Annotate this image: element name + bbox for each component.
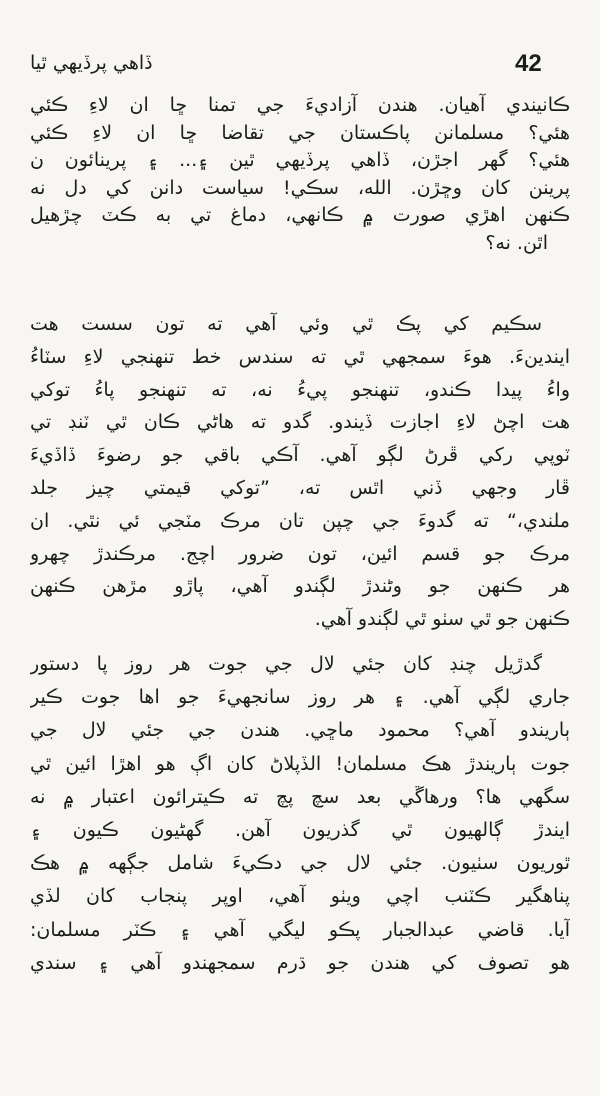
text-line: ڦار وجهي ڏني اٿس ته، ”توکي قيمتي چيز جلد <box>30 476 570 499</box>
text-line: اٿن. نه؟ <box>485 231 548 254</box>
paragraph-1 <box>30 92 570 257</box>
text-line: ٻاريندو آهي؟ محمود ماڇي. هندن جي جئي لال جي <box>30 719 570 742</box>
text-line: هر ڪنهن جو وڻندڙ لڳندو آهي، پاڙو مڙهن ڪنهن <box>30 575 570 598</box>
text-line: هت اچڻ لاءِ اجازت ڏيندو. گدو ته هاڻي ڪان ٿي ٽنڊ تي <box>30 411 570 434</box>
text-line: هئي؟ مسلمانن پاڪستان جي تقاضا ڇا ان لاءِ ڪئي <box>30 121 570 144</box>
text-line: مرڪ جو قسم ائين، تون ضرور اچج. مرڪندڙ چهرو <box>30 542 570 565</box>
text-line: هو تصوف کي هندن جو ڌرم سمجهندو آهي ۽ سندي <box>30 951 570 974</box>
text-line: ٽوپي رکي ڦرڻ لڳو آهي. آڪي باقي جو رضوءَ ڏاڏيءَ <box>30 444 570 467</box>
text-line: ڪنهن اهڙي صورت ۾ ڪانهي، دماغ تي به ڪٽ چڙهيل <box>30 204 570 226</box>
text-line: هئي؟ گهر اجڙن، ڏاهي پرڏيهي ٿين ۽... ۽ پرينائون ن <box>30 149 570 171</box>
text-line: پناهگير ڪٽنب اچي ويٺو آهي، اوپر پنجاب کان لڏي <box>30 885 570 908</box>
text-line: پرينن کان وڇڙن. الله، سڪي! سياست دانن کي دل نه <box>30 176 570 199</box>
text-line: واءُ پيدا ڪندو، تنهنجو پيءُ نه، ته تنهنجو پاءُ توکي <box>30 378 570 401</box>
paragraph-3 <box>30 648 570 980</box>
text-line: ملندي،“ ته گدوءَ جي چپن تان مرڪ مٽجي ئي نٿي. ان <box>30 509 570 532</box>
text-line: ٿوريون سٺيون. جئي لال جي دڪيءَ شامل جڳهه ۾ هڪ <box>30 852 570 875</box>
text-line: آيا. قاضي عبدالجبار پڪو ليگي آهي ۽ ڪٽر مسلمان: <box>30 918 570 941</box>
text-line: سگهي ها؟ ورهاڱي بعد سچ پچ ته ڪيترائون اعتبار ۾ نه <box>30 785 570 808</box>
text-line: ڪانيندي آهيان. هندن آزاديءَ جي تمنا ڇا ان لاءِ ڪئي <box>30 94 570 116</box>
text-line: ايندينءَ. هوءَ سمجهي ٿي ته سندس خط تنهنجي لاءِ سٽاءُ <box>30 345 570 368</box>
text-line: گدڙيل چنڊ کان جئي لال جي جوت هر روز پا دستور <box>30 653 542 675</box>
running-header-title: ڏاهي پرڏيهي ٿيا <box>30 52 153 74</box>
text-line: سڪيم کي پڪ ٿي وئي آهي ته تون سست هت <box>30 313 542 335</box>
text-line: جوت ٻاريندڙ هڪ مسلمان! الڏپلاڻ کان اڳ هو اهڙا ائين ٿي <box>30 752 570 775</box>
text-line: ڪنهن جو ٿي سٺو ٿي لڳندو آهي. <box>314 608 570 631</box>
page-number: 42 <box>515 50 542 77</box>
text-line: جاري لڳي آهي. ۽ هر روز سانجهيءَ جو اها جوت ڪير <box>30 686 570 709</box>
text-line: ايندڙ ڳالهيون ٿي گذريون آهن. گهڻيون ڪيون ۽ <box>30 818 570 841</box>
paragraph-2 <box>30 308 570 636</box>
